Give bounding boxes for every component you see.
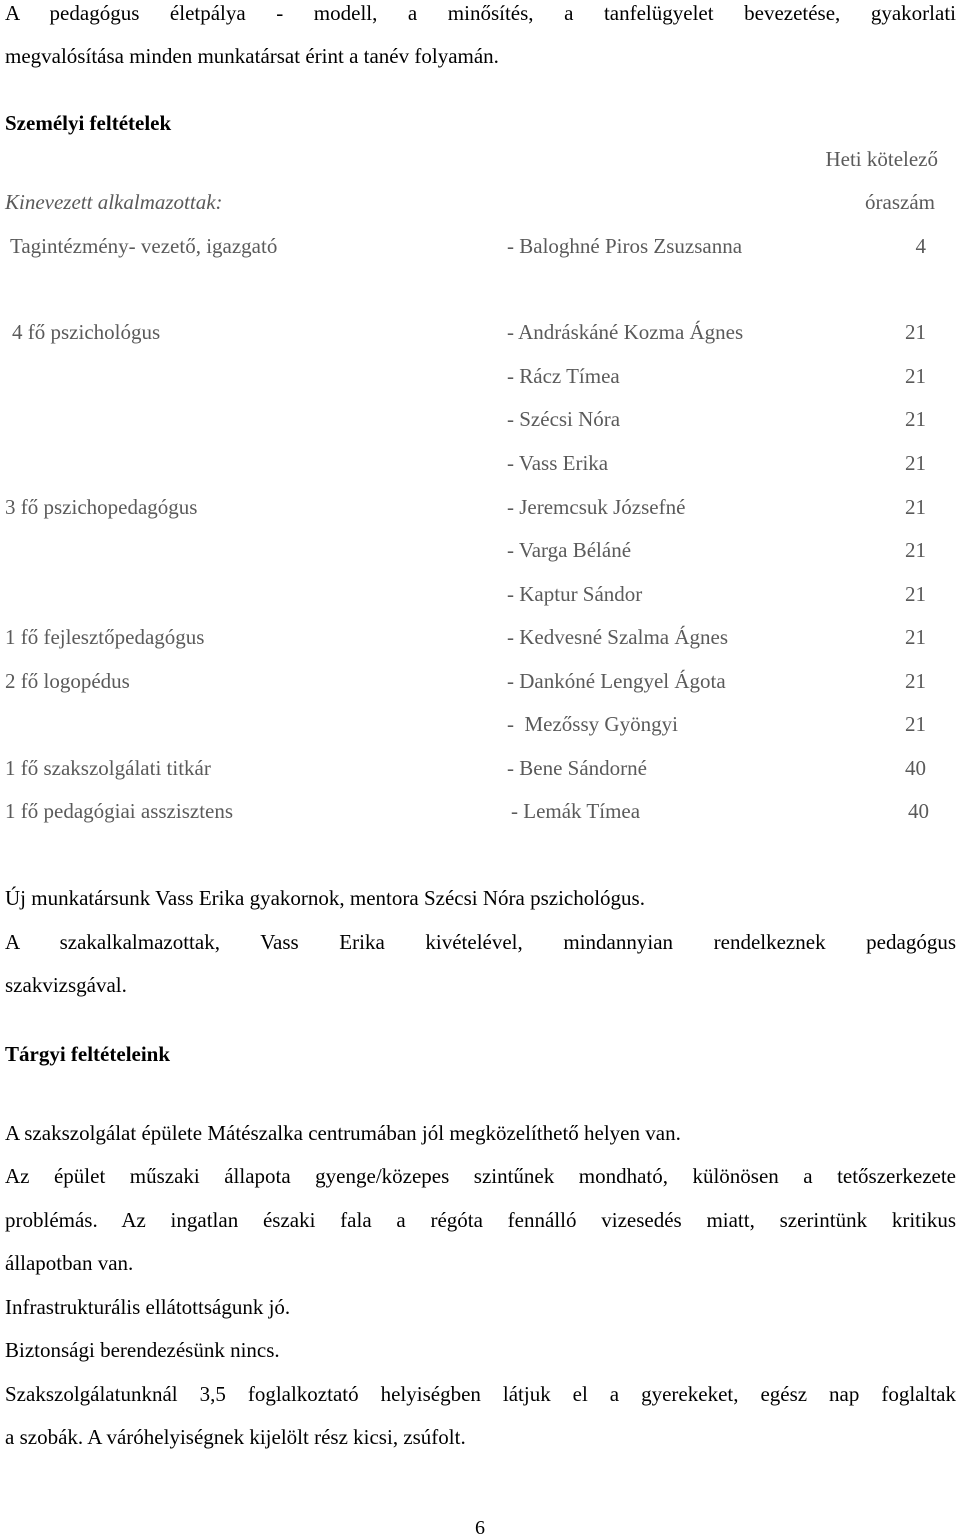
- staff-name: - Jeremcsuk Józsefné: [507, 495, 686, 519]
- appointed-staff-label: Kinevezett alkalmazottak:: [5, 190, 223, 214]
- staff-hours: 21: [905, 451, 926, 475]
- staff-hours: 21: [905, 495, 926, 519]
- staff-hours: 21: [905, 669, 926, 693]
- staff-role: 1 fő pedagógiai asszisztens: [5, 799, 234, 823]
- staff-hours: 21: [905, 582, 926, 606]
- staff-role: 1 fő fejlesztőpedagógus: [5, 625, 205, 649]
- staff-role: 1 fő szakszolgálati titkár: [5, 756, 211, 780]
- staff-hours: 21: [905, 320, 926, 344]
- staff-hours: 21: [905, 538, 926, 562]
- staff-hours: 40: [908, 799, 929, 823]
- material-line: állapotban van.: [5, 1251, 134, 1275]
- section-heading-material: Tárgyi feltételeink: [5, 1042, 171, 1066]
- material-line: a szobák. A váróhelyiségnek kijelölt rész kicsi, zsúfolt.: [5, 1425, 466, 1449]
- staff-name: - Andráskáné Kozma Ágnes: [507, 320, 744, 344]
- staff-name: - Bene Sándorné: [507, 756, 647, 780]
- staff-name: - Lemák Tímea: [511, 799, 641, 823]
- staff-name: - Mezőssy Gyöngyi: [507, 712, 678, 736]
- material-line: Biztonsági berendezésünk nincs.: [5, 1338, 280, 1362]
- staff-hours: 21: [905, 364, 926, 388]
- staff-name: - Szécsi Nóra: [507, 407, 621, 431]
- intro-line-1: A pedagógus életpálya - modell, a minősítés, a tanfelügyelet bevezetése, gyakorlati: [5, 1, 956, 25]
- new-staff-note: Új munkatársunk Vass Erika gyakornok, mentora Szécsi Nóra pszichológus.: [5, 886, 645, 910]
- staff-name: - Varga Béláné: [507, 538, 632, 562]
- page-number: 6: [475, 1517, 485, 1539]
- staff-name: - Baloghné Piros Zsuzsanna: [507, 234, 743, 258]
- staff-role: 3 fő pszichopedagógus: [5, 495, 198, 519]
- intro-line-2: megvalósítása minden munkatársat érint a tanév folyamán.: [5, 44, 499, 68]
- material-line: A szakszolgálat épülete Mátészalka centrumában jól megközelíthető helyen van.: [5, 1121, 681, 1145]
- exam-note-line-2: szakvizsgával.: [5, 973, 127, 997]
- material-line: problémás. Az ingatlan északi fala a régóta fennálló vizesedés miatt, szerintünk kritikus: [5, 1208, 956, 1232]
- staff-hours: 21: [905, 712, 926, 736]
- staff-role: Tagintézmény- vezető, igazgató: [10, 234, 278, 258]
- staff-role: 4 fő pszichológus: [12, 320, 161, 344]
- staff-hours: 40: [905, 756, 926, 780]
- material-line: Az épület műszaki állapota gyenge/közepes szintűnek mondható, különösen a tetőszerkezete: [5, 1164, 956, 1188]
- hours-header-line2: óraszám: [865, 190, 935, 214]
- hours-header-line1: Heti kötelező: [825, 147, 938, 171]
- material-line: Infrastrukturális ellátottságunk jó.: [5, 1295, 291, 1319]
- exam-note-line-1: A szakalkalmazottak, Vass Erika kivételével, mindannyian rendelkeznek pedagógus: [5, 930, 956, 954]
- staff-role: 2 fő logopédus: [5, 669, 130, 693]
- staff-name: - Vass Erika: [507, 451, 609, 475]
- staff-name: - Kaptur Sándor: [507, 582, 643, 606]
- section-heading-personal: Személyi feltételek: [5, 111, 172, 135]
- staff-hours: 21: [905, 407, 926, 431]
- material-line: Szakszolgálatunknál 3,5 foglalkoztató helyiségben látjuk el a gyerekeket, egész nap foglaltak: [5, 1382, 956, 1406]
- staff-name: - Rácz Tímea: [507, 364, 620, 388]
- staff-hours: 4: [915, 234, 926, 258]
- staff-hours: 21: [905, 625, 926, 649]
- staff-name: - Kedvesné Szalma Ágnes: [507, 625, 729, 649]
- staff-name: - Dankóné Lengyel Ágota: [507, 669, 726, 693]
